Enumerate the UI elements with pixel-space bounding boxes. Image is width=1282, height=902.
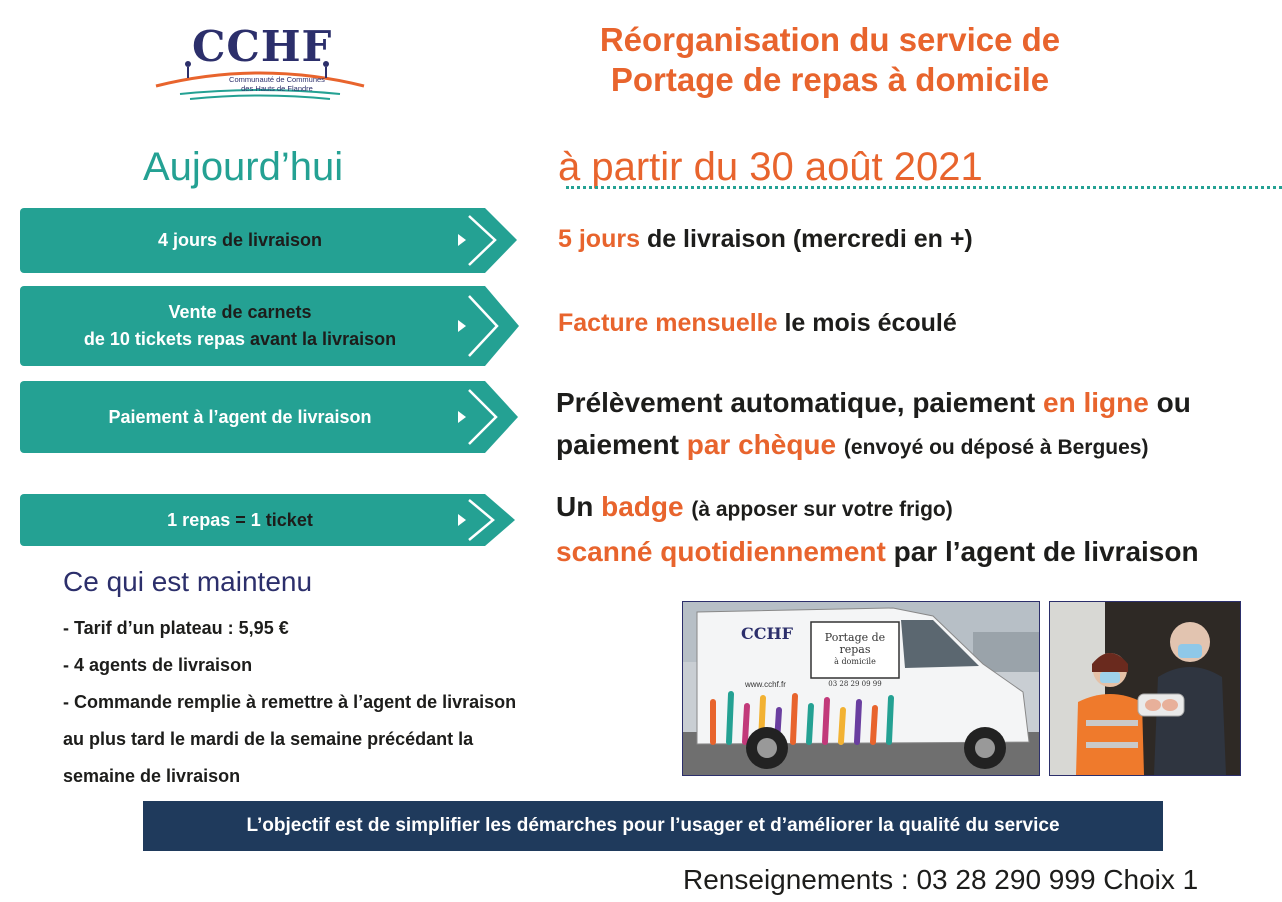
today-item-1-a: 4 jours <box>157 230 217 250</box>
today-item-4-c: 1 <box>250 509 261 530</box>
today-item-4-d: ticket <box>265 509 313 530</box>
new-item-badge <box>556 486 1199 573</box>
new-item-3-part3: paiement <box>556 429 679 460</box>
maintained-line-agents: - 4 agents de livraison <box>63 655 253 675</box>
van-brand: CCHF <box>741 624 793 643</box>
new-item-3-online: en ligne <box>1043 387 1149 418</box>
from-date-heading: à partir du 30 août 2021 <box>558 145 983 189</box>
today-item-1-b: de livraison <box>222 230 323 250</box>
van-sign-line1: Portage de repas <box>824 631 886 656</box>
maintained-line-order-end: semaine de livraison <box>63 766 241 786</box>
maintained-line-price: - Tarif d’un plateau : 5,95 € <box>63 618 289 638</box>
maintained-list <box>63 610 623 795</box>
maintained-title: Ce qui est maintenu <box>63 566 313 597</box>
page-title <box>540 20 1120 100</box>
new-item-4-scanned: scanné quotidiennement <box>556 536 886 567</box>
arrow-chevron-icon <box>455 381 525 453</box>
new-item-4-part1: Un <box>556 491 594 522</box>
new-item-2-highlight: Facture mensuelle <box>558 309 778 337</box>
van-phone: 03 28 29 09 99 <box>828 680 882 688</box>
van-sign-line2: à domicile <box>834 657 876 666</box>
new-item-3-cheque: par chèque <box>686 429 837 460</box>
delivery-agent-photo <box>1049 601 1241 776</box>
today-item-2-b: de carnets <box>221 302 312 322</box>
logo-title: CCHF <box>192 22 333 71</box>
today-item-delivery-days <box>20 208 460 273</box>
new-item-monthly-invoice <box>558 309 957 338</box>
today-item-meal-ticket <box>20 494 460 546</box>
arrow-chevron-icon <box>455 494 525 546</box>
new-item-4-note: (à apposer sur votre frigo) <box>691 498 953 521</box>
new-item-3-part2: ou <box>1156 387 1191 418</box>
new-item-2-text: le mois écoulé <box>784 309 957 337</box>
new-item-1-text: de livraison (mercredi en +) <box>646 225 973 253</box>
new-item-1-highlight: 5 jours <box>558 225 640 253</box>
today-item-2-d: avant la livraison <box>250 329 397 349</box>
today-item-2-c: de 10 tickets repas <box>83 329 245 349</box>
maintained-line-order: - Commande remplie à remettre à l’agent de livraison <box>63 692 517 712</box>
today-item-4-a: 1 repas <box>167 509 231 530</box>
maintained-line-order-cont: au plus tard le mardi de la semaine précédant la <box>63 729 474 749</box>
arrow-chevron-icon <box>455 286 525 366</box>
new-item-4-badge: badge <box>601 491 684 522</box>
today-heading: Aujourd’hui <box>143 145 344 189</box>
logo-subtitle <box>212 75 342 93</box>
new-item-3-part1: Prélèvement automatique, paiement <box>556 387 1036 418</box>
arrow-chevron-icon <box>455 208 525 273</box>
new-item-3-note: (envoyé ou déposé à Bergues) <box>843 436 1149 459</box>
new-item-4-part2: par l’agent de livraison <box>893 536 1199 567</box>
page-title-line2: Portage de repas à domicile <box>610 61 1050 98</box>
cchf-logo <box>150 20 370 100</box>
today-item-4-b: = <box>235 509 246 530</box>
today-item-payment-agent <box>20 381 460 453</box>
page-title-line1: Réorganisation du service de <box>599 21 1061 58</box>
new-item-delivery-days <box>558 225 973 254</box>
new-item-payment-methods <box>556 382 1191 469</box>
delivery-van-photo <box>682 601 1040 776</box>
today-item-ticket-books <box>20 286 460 366</box>
objective-banner: L’objectif est de simplifier les démarches pour l’usager et d’améliorer la qualité du service <box>143 801 1163 851</box>
contact-info: Renseignements : 03 28 290 999 Choix 1 <box>683 864 1199 895</box>
logo-subtitle-line2: des Hauts de Flandre <box>241 84 313 93</box>
dotted-divider <box>566 186 1282 189</box>
people-illustration <box>1050 602 1240 775</box>
today-item-3-a: Paiement à l’agent de livraison <box>108 406 372 427</box>
van-website: www.cchf.fr <box>745 680 786 689</box>
van-sign <box>813 632 897 690</box>
logo-subtitle-line1: Communauté de Communes <box>229 75 325 84</box>
today-item-2-a: Vente <box>168 302 217 322</box>
